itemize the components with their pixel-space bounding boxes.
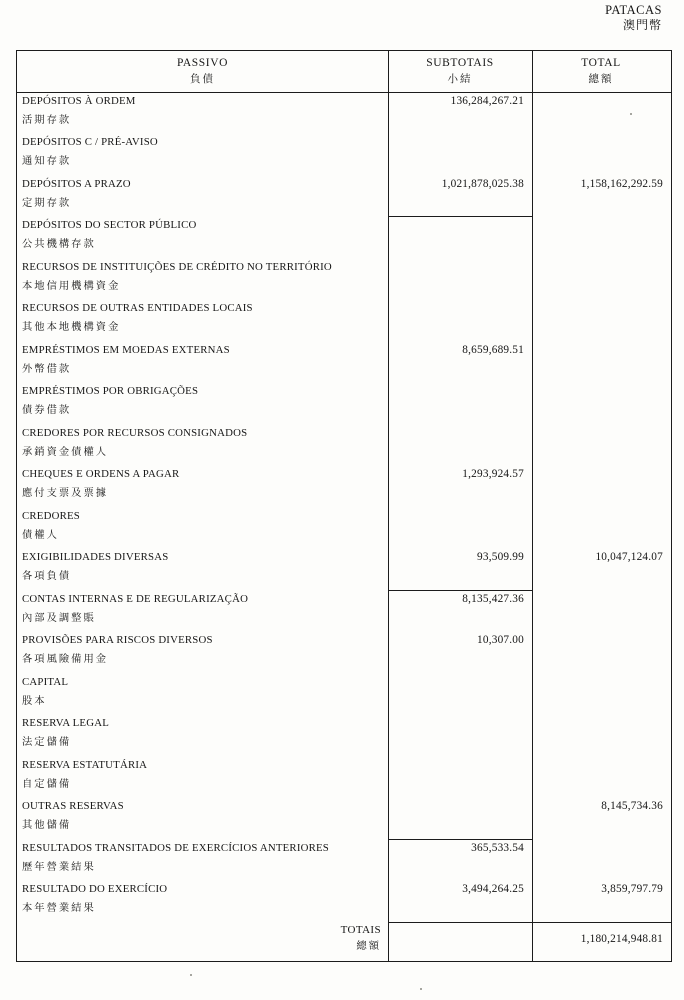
scan-speck [420,988,422,990]
subtotal-value: 10,307.00 [477,634,524,646]
column-divider-1 [388,51,389,961]
row-label-pt: PROVISÕES PARA RISCOS DIVERSOS [22,634,213,646]
table-row [17,548,671,590]
row-label-pt: DEPÓSITOS DO SECTOR PÚBLICO [22,219,197,231]
table-row [17,507,671,549]
subtotal-value: 1,021,878,025.38 [441,177,524,190]
subtotal-value: 136,284,267.21 [450,94,524,107]
table-row [17,258,671,300]
header-total-zh: 總額 [588,73,614,85]
table-row [17,673,671,715]
header-subtotais [388,55,532,87]
total-value: 10,047,124.07 [595,551,663,563]
subtotal-value: 365,533.54 [471,841,524,854]
table-row [17,133,671,175]
header-passivo-pt: PASSIVO [176,57,229,69]
table-row [17,839,671,881]
row-label-zh: 各項負債 [22,571,72,582]
table-row [17,216,671,258]
row-label-zh: 債權人 [22,529,59,541]
table-row [17,175,671,217]
total-value: 1,158,162,292.59 [580,177,663,190]
row-label-pt: CONTAS INTERNAS E DE REGULARIZAÇÃO [22,592,249,605]
row-label-zh: 其他本地機構資金 [22,322,121,333]
table-row [17,631,671,673]
header-passivo [17,55,388,87]
row-label-zh: 定期存款 [22,197,72,209]
row-label-zh: 其他儲備 [22,820,72,831]
subtotal-value: 8,659,689.51 [462,343,524,356]
row-label-pt: RESERVA LEGAL [22,717,110,729]
table-row [17,714,671,756]
row-label-pt: RESERVA ESTATUTÁRIA [22,758,148,771]
table-row [17,341,671,383]
row-label-zh: 外幣借款 [22,363,72,375]
currency-note-pt: PATACAS [605,3,662,17]
passivo-table [16,50,672,962]
header-total [532,55,670,87]
row-label-pt: EMPRÉSTIMOS POR OBRIGAÇÕES [22,385,199,397]
table-row [17,880,671,922]
subtotal-value: 93,509.99 [477,551,524,563]
row-label-pt: CAPITAL [22,675,69,688]
scan-speck [630,113,632,115]
row-label-pt: RESULTADOS TRANSITADOS DE EXERCÍCIOS ANTERIORES [22,841,330,854]
row-label-pt: DEPÓSITOS A PRAZO [22,177,131,190]
table-row [17,465,671,507]
subtotal-value: 8,135,427.36 [462,592,524,605]
subtotal-group-divider [388,590,533,591]
row-label-pt: DEPÓSITOS À ORDEM [22,94,136,107]
table-row [17,424,671,466]
header-total-pt: TOTAL [581,57,621,69]
table-row [17,92,671,134]
row-label-zh: 活期存款 [22,114,72,126]
row-label-zh: 法定儲備 [22,737,72,748]
scan-speck [190,974,192,976]
row-label-zh: 股本 [22,695,47,707]
table-row [17,299,671,341]
row-label-pt: RECURSOS DE INSTITUIÇÕES DE CRÉDITO NO TERRITÓRIO [22,260,332,273]
row-label-pt: DEPÓSITOS C / PRÉ-AVISO [22,136,158,148]
table-row [17,756,671,798]
row-label-pt: RECURSOS DE OUTRAS ENTIDADES LOCAIS [22,302,253,314]
header-passivo-zh: 負債 [190,73,215,85]
row-label-pt: CREDORES POR RECURSOS CONSIGNADOS [22,426,248,439]
header-subtotais-pt: SUBTOTAIS [426,57,494,69]
currency-note-zh: 澳門幣 [622,18,662,33]
totals-label-zh: 總額 [356,940,381,952]
subtotal-value: 1,293,924.57 [462,468,524,480]
row-label-zh: 債券借款 [22,405,72,416]
row-label-zh: 應付支票及票據 [22,488,109,499]
row-label-zh: 通知存款 [22,156,72,167]
currency-note [605,2,662,34]
totals-row [17,922,671,960]
row-label-pt: EXIGIBILIDADES DIVERSAS [22,551,169,563]
row-label-pt: CREDORES [22,509,80,522]
row-label-pt: CHEQUES E ORDENS A PAGAR [22,468,180,480]
table-header [17,51,671,92]
subtotal-group-divider [388,216,533,217]
row-label-zh: 各項風險備用金 [22,654,109,665]
row-label-zh: 自定儲備 [22,778,72,790]
row-label-pt: OUTRAS RESERVAS [22,800,124,812]
grand-total-value: 1,180,214,948.81 [580,932,663,945]
table-body [17,92,671,922]
table-row [17,590,671,632]
row-label-zh: 公共機構存款 [22,239,96,250]
row-label-zh: 承銷資金債權人 [22,446,109,458]
row-label-pt: EMPRÉSTIMOS EM MOEDAS EXTERNAS [22,343,230,356]
row-label-zh: 本年營業結果 [22,903,96,914]
row-label-zh: 歷年營業結果 [22,861,96,873]
total-value: 8,145,734.36 [601,800,663,812]
column-divider-2 [532,51,533,961]
subtotal-value: 3,494,264.25 [462,883,524,895]
total-value: 3,859,797.79 [601,883,663,895]
table-row [17,382,671,424]
row-label-zh: 本地信用機構資金 [22,280,121,292]
header-subtotais-zh: 小結 [447,73,473,85]
table-row [17,797,671,839]
totals-label-pt: TOTAIS [340,923,381,936]
row-label-pt: RESULTADO DO EXERCÍCIO [22,883,168,895]
totals-label [17,924,381,952]
subtotal-group-divider [388,839,533,840]
row-label-zh: 內部及調整賬 [22,612,96,624]
